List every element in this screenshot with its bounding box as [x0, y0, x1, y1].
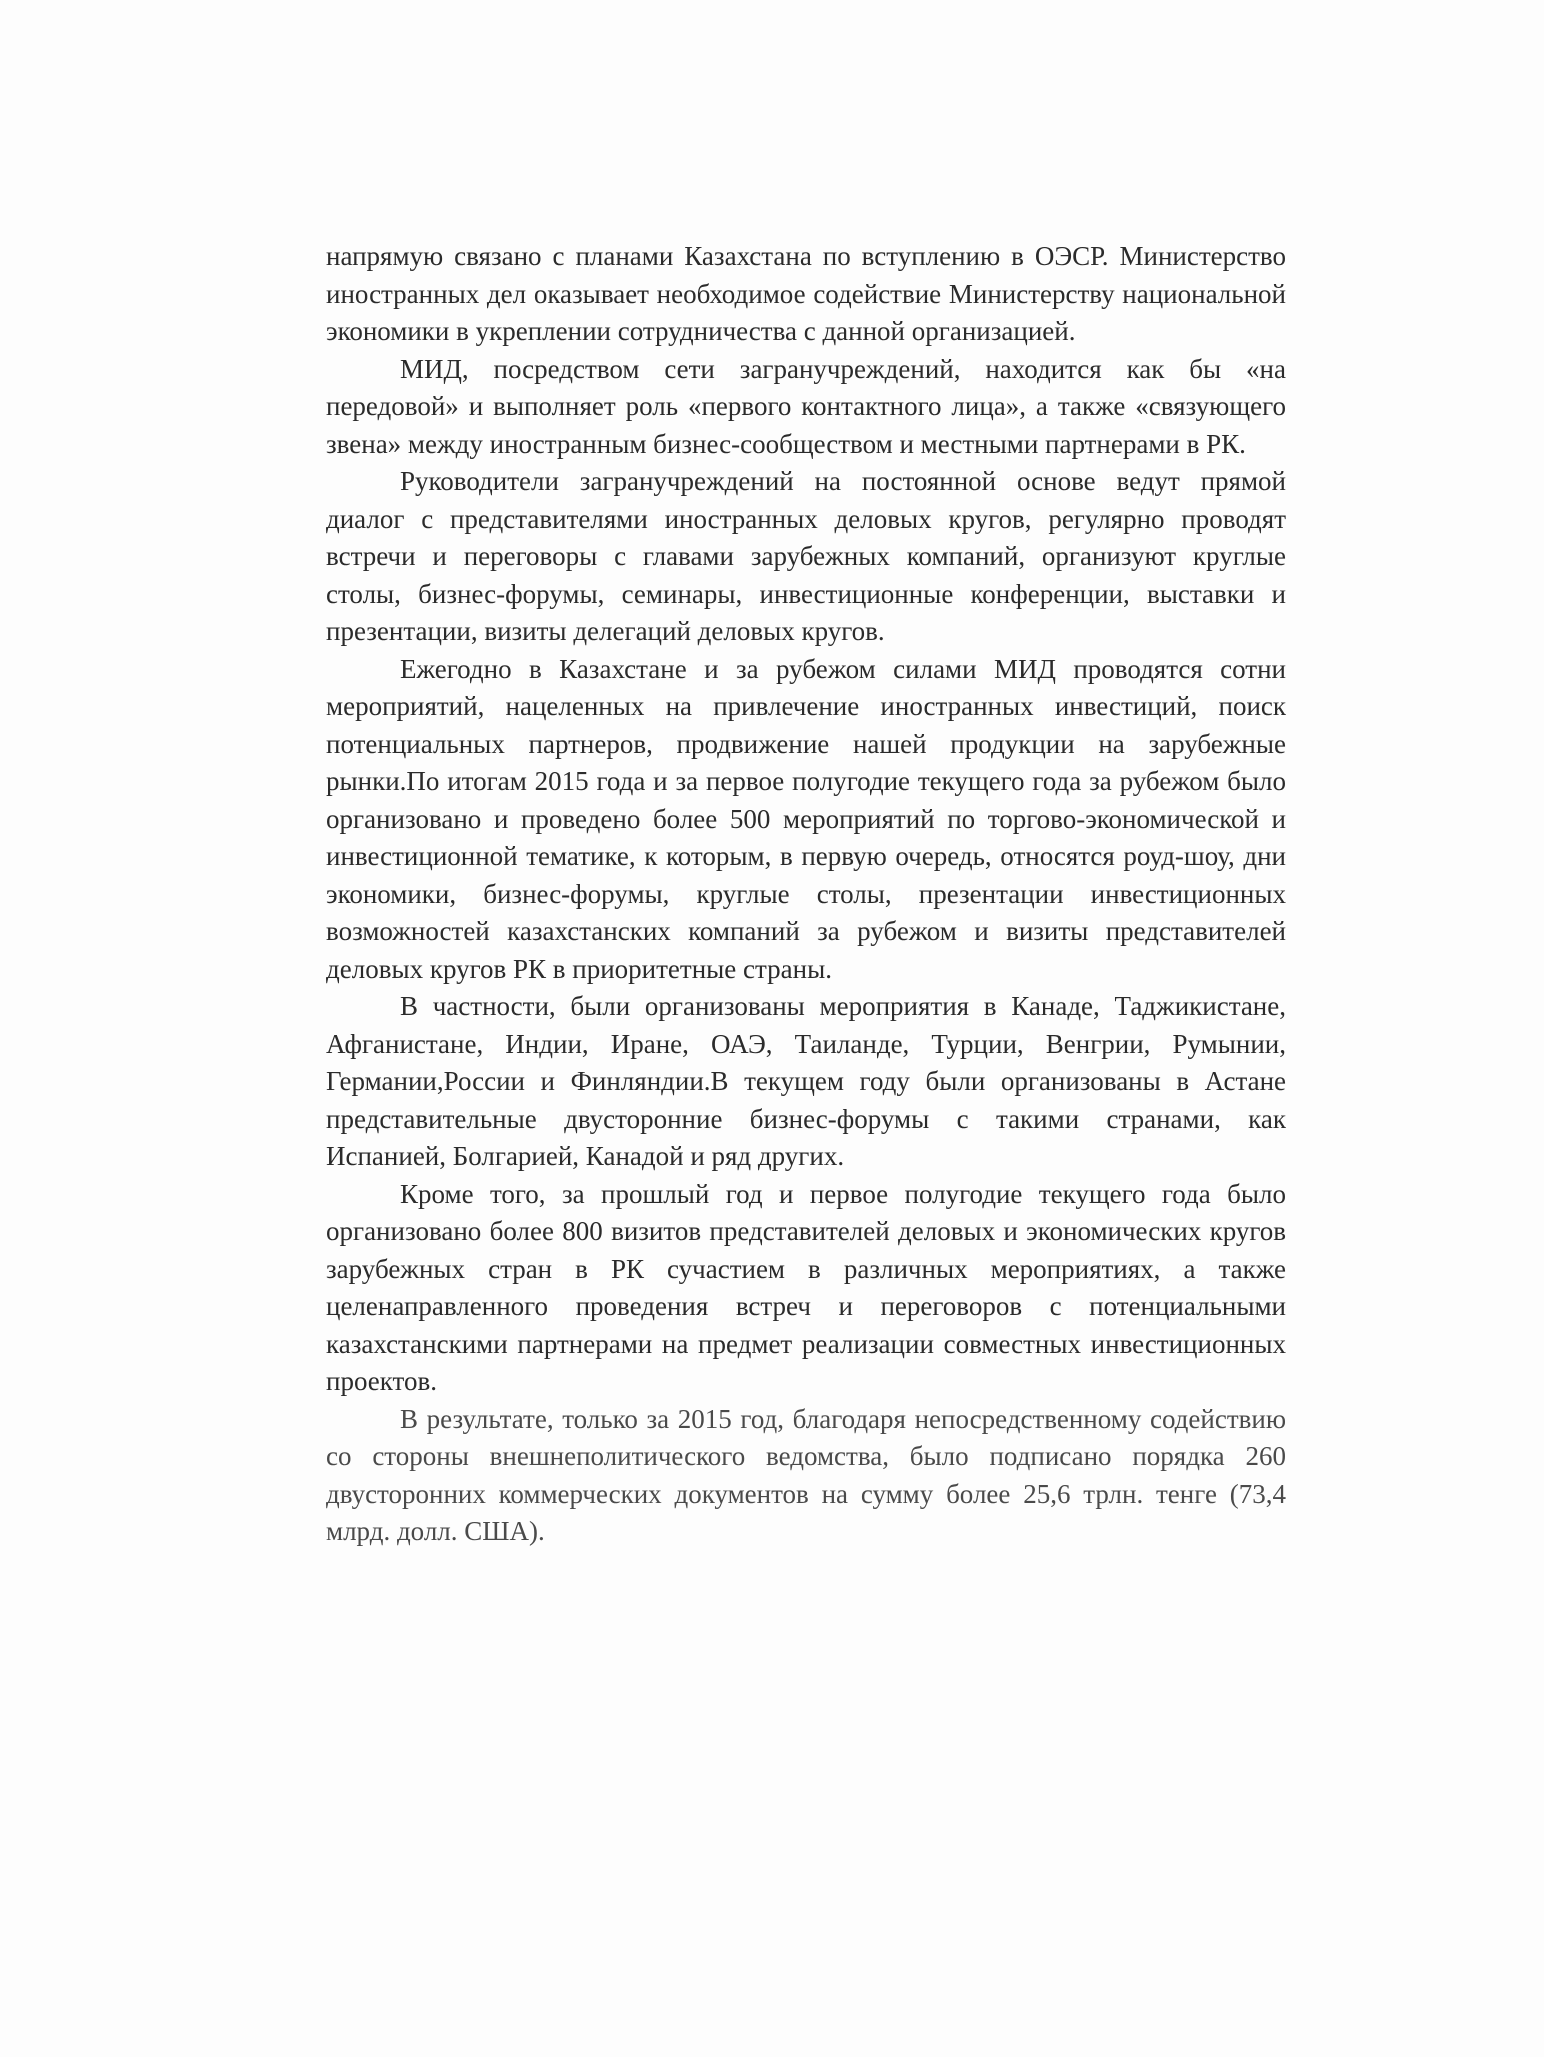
paragraph-oecd-continuation: напрямую связано с планами Казахстана по вступлению в ОЭСР. Министерство иностранных дел оказывает необходимое содействие Министерству национальной экономики в укреплении сотрудничества с данной организацией.	[326, 241, 1286, 346]
paragraph-results: В результате, только за 2015 год, благодаря непосредственному содействию со стороны внешнеполитического ведомства, было подписано порядка 260 двусторонних коммерческих документов на сумму более 25,6 трлн. тенге (73,4 млрд. долл. США).	[326, 1403, 1286, 1546]
paragraph-missions-dialogue: Руководители загранучреждений на постоянной основе ведут прямой диалог с представителями иностранных деловых кругов, регулярно проводят встречи и переговоры с главами зарубежных компаний, организуют круглые столы, бизнес-форумы, семинары, инвестиционные конференции, выставки и презентации, визиты делегаций деловых кругов.	[326, 466, 1286, 646]
paragraph-annual-events: Ежегодно в Казахстане и за рубежом силами МИД проводятся сотни мероприятий, нацеленных на привлечение иностранных инвестиций, поиск потенциальных партнеров, продвижение нашей продукции на зарубежные рынки.По итогам 2015 года и за первое полугодие текущего года за рубежом было организовано и проведено более 500 мероприятий по торгово-экономической и инвестиционной тематике, к которым, в первую очередь, относятся роуд-шоу, дни экономики, бизнес-форумы, круглые столы, презентации инвестиционных возможностей казахстанских компаний за рубежом и визиты представителей деловых кругов РК в приоритетные страны.	[326, 653, 1286, 984]
paragraph-visits: Кроме того, за прошлый год и первое полугодие текущего года было организовано более 800 визитов представителей деловых и экономических кругов зарубежных стран в РК сучастием в различных мероприятиях, а также целенаправленного проведения встреч и переговоров с потенциальными казахстанскими партнерами на предмет реализации совместных инвестиционных проектов.	[326, 1178, 1286, 1396]
document-body	[326, 238, 1286, 1551]
paragraph-countries: В частности, были организованы мероприятия в Канаде, Таджикистане, Афганистане, Индии, Иране, ОАЭ, Таиланде, Турции, Венгрии, Румынии, Германии,России и Финляндии.В текущем году были организованы в Астане представительные двусторонние бизнес-форумы с такими странами, как Испанией, Болгарией, Канадой и ряд других.	[326, 991, 1286, 1171]
paragraph-mfa-role: МИД, посредством сети загранучреждений, находится как бы «на передовой» и выполняет роль «первого контактного лица», а также «связующего звена» между иностранным бизнес-сообществом и местными партнерами в РК.	[326, 353, 1286, 459]
